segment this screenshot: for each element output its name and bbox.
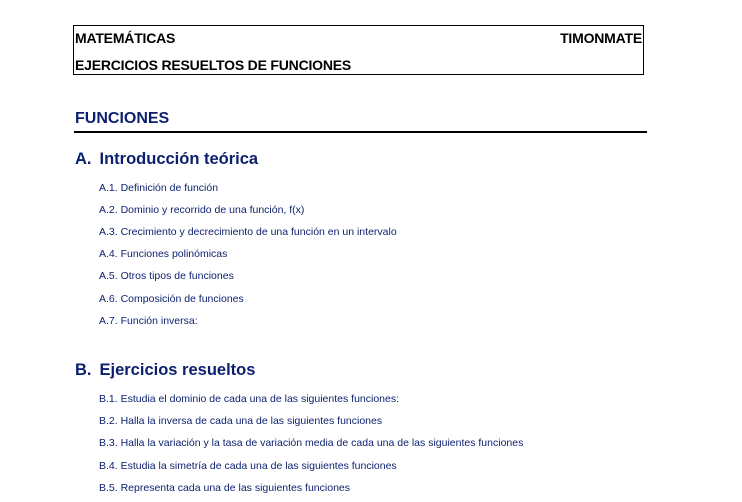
subject-label: MATEMÁTICAS xyxy=(75,30,176,46)
part-b-letter: B. xyxy=(75,361,92,379)
toc-link[interactable]: B.2. Halla la inversa de cada una de las siguientes funciones xyxy=(99,415,383,427)
toc-link[interactable]: A.3. Crecimiento y decrecimiento de una función en un intervalo xyxy=(99,226,397,238)
section-title: FUNCIONES xyxy=(75,110,170,127)
part-b-heading xyxy=(75,361,255,380)
toc-link[interactable]: A.6. Composición de funciones xyxy=(99,293,244,305)
document-header xyxy=(73,25,644,75)
toc-item-a1[interactable] xyxy=(99,182,218,194)
toc-item-a7[interactable] xyxy=(99,315,198,327)
toc-link[interactable]: A.4. Funciones polinómicas xyxy=(99,248,228,260)
toc-item-b3[interactable] xyxy=(99,437,523,449)
toc-item-b4[interactable] xyxy=(99,460,397,472)
author-label: TIMONMATE xyxy=(560,30,642,46)
toc-link[interactable]: A.7. Función inversa: xyxy=(99,315,198,327)
document-title: EJERCICIOS RESUELTOS DE FUNCIONES xyxy=(75,57,352,73)
toc-item-b2[interactable] xyxy=(99,415,382,427)
toc-item-b5[interactable] xyxy=(99,482,350,494)
toc-link[interactable]: B.4. Estudia la simetría de cada una de las siguientes funciones xyxy=(99,460,397,472)
toc-link[interactable]: B.5. Representa cada una de las siguientes funciones xyxy=(99,482,351,494)
toc-link[interactable]: B.1. Estudia el dominio de cada una de las siguientes funciones: xyxy=(99,393,400,405)
part-a-letter: A. xyxy=(75,150,92,168)
part-a-title: Introducción teórica xyxy=(99,150,259,168)
toc-item-a2[interactable] xyxy=(99,204,304,216)
part-a-heading xyxy=(75,150,258,169)
toc-link[interactable]: B.3. Halla la variación y la tasa de variación media de cada una de las siguientes funciones xyxy=(99,437,524,449)
toc-item-b1[interactable] xyxy=(99,393,399,405)
toc-item-a3[interactable] xyxy=(99,226,397,238)
toc-item-a4[interactable] xyxy=(99,248,227,260)
toc-link[interactable]: A.1. Definición de función xyxy=(99,182,219,194)
toc-link[interactable]: A.5. Otros tipos de funciones xyxy=(99,270,234,282)
toc-item-a5[interactable] xyxy=(99,270,234,282)
toc-item-a6[interactable] xyxy=(99,293,244,305)
part-b-title: Ejercicios resueltos xyxy=(99,361,256,379)
toc-link[interactable]: A.2. Dominio y recorrido de una función, f(x) xyxy=(99,204,305,216)
section-divider xyxy=(74,131,647,133)
